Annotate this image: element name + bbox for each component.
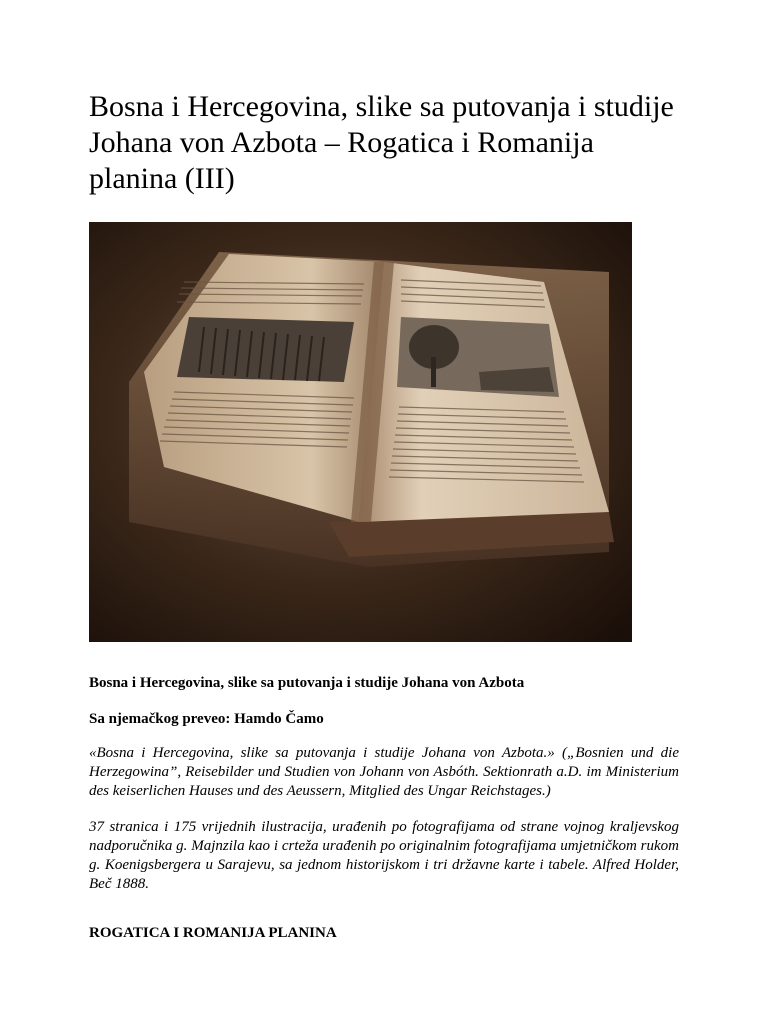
page-title: Bosna i Hercegovina, slike sa putovanja i studije Johana von Azbota – Rogatica i Romanija planina (III): [89, 90, 674, 195]
subtitle: Bosna i Hercegovina, slike sa putovanja i studije Johana von Azbota: [89, 675, 525, 691]
book-photo: [89, 222, 632, 642]
translator-credit: Sa njemačkog preveo: Hamdo Čamo: [89, 711, 324, 727]
section-heading: ROGATICA I ROMANIJA PLANINA: [89, 925, 337, 941]
book-details-paragraph: 37 stranica i 175 vrijednih ilustracija, urađenih po fotografijama od strane vojnog kraljevskog nadporučnika g. Majnzila kao i crteža urađenih po originalnim fotografijama umjetničkom rukom g. Koenigsbergera u Sarajevu, sa jednom historijskom i tri državne karte i tabele. Alfred Holder, Beč 1888.: [89, 819, 679, 892]
book-description-paragraph: «Bosna i Hercegovina, slike sa putovanja i studije Johana von Azbota.» („Bosnien und die Herzegowina”, Reisebilder und Studien von Johann von Asbóth. Sektionrath a.D. im Ministerium des keiserlichen Hauses und des Aeussern, Mitglied des Ungar Reichstages.): [89, 745, 679, 799]
